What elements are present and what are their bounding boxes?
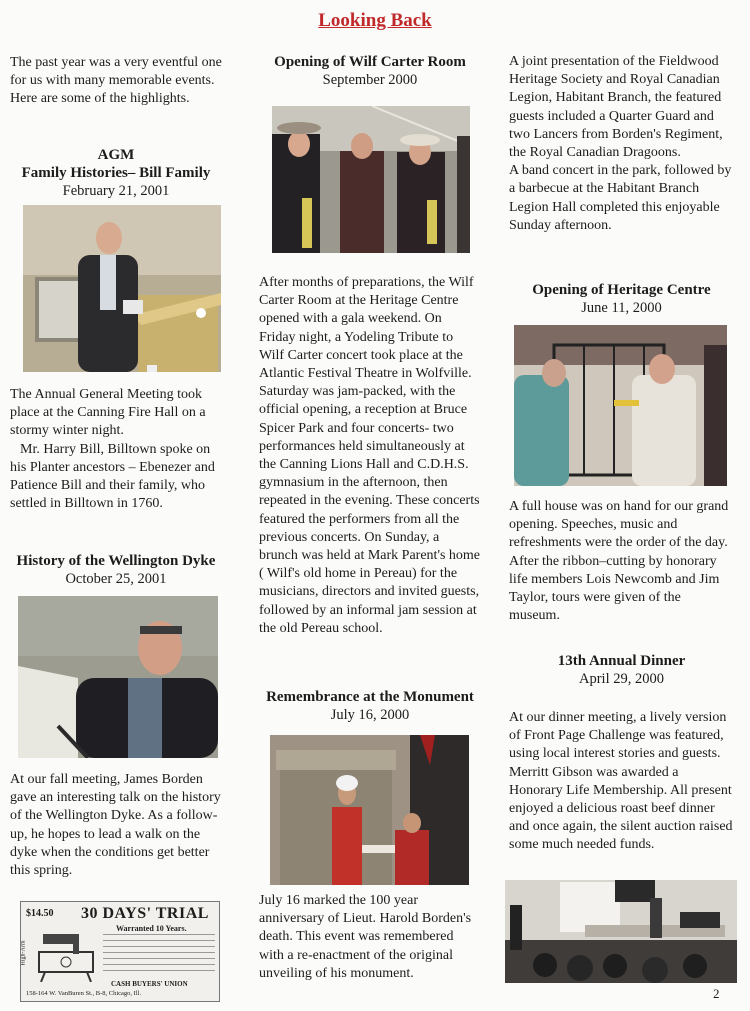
- ad-warranty: Warranted 10 Years.: [116, 924, 187, 933]
- heritage-body: [509, 498, 734, 625]
- agm-heading: AGM: [97, 147, 135, 163]
- joint-presentation-text: A joint presentation of the Fieldwood Heritage Society and Royal Canadian Legion, Habitant Branch, the featured guests included a Quarter Guard and two Lancers from Borden's Regiment, the Royal Canadian Dragoons.: [509, 54, 723, 161]
- dyke-photo: [18, 596, 218, 758]
- sewing-machine-icon: [33, 922, 99, 982]
- dinner-body: [509, 709, 734, 855]
- dyke-date: October 25, 2001: [65, 571, 167, 587]
- remembrance-paragraph: July 16 marked the 100 year anniversary of Lieut. Harold Borden's death. This event was remembered with a re-enactment of the original unveiling of his monument.: [259, 893, 472, 981]
- agm-heading-block: [10, 146, 222, 200]
- wilf-heading: Opening of Wilf Carter Room: [274, 54, 466, 70]
- agm-date: February 21, 2001: [62, 183, 170, 199]
- ad-address: 158-164 W. VanBuren St., B-8, Chicago, Ill.: [26, 990, 142, 997]
- ad-side-label: High-Arm: [20, 940, 27, 966]
- ad-headline: 30 DAYS' TRIAL: [81, 905, 209, 922]
- dyke-paragraph: At our fall meeting, James Borden gave an interesting talk on the history of the Wellington Dyke. As a follow-up, he hopes to lead a walk on the dyke when the conditions get better this spring.: [10, 772, 221, 879]
- band-concert-text: A band concert in the park, followed by a barbecue at the Habitant Branch Legion Hall completed this enjoyable Sunday afternoon.: [509, 163, 732, 233]
- intro-text: The past year was a very eventful one for us with many memorable events. Here are some of the highlights.: [10, 55, 222, 107]
- heritage-paragraph: A full house was on hand for our grand opening. Speeches, music and refreshments were the order of the day. After the ribbon–cutting by honorary life members Lois Newcomb and Jim Taylor, tours were given of the museum.: [509, 499, 729, 624]
- agm-paragraph-1: The Annual General Meeting took place at the Canning Fire Hall on a stormy winter night.: [10, 387, 206, 439]
- wilf-heading-block: [259, 53, 481, 89]
- heritage-heading-block: [509, 281, 734, 317]
- dyke-body: [10, 771, 222, 880]
- dinner-date: April 29, 2000: [579, 671, 664, 687]
- column-3-intro: [509, 53, 734, 235]
- wilf-paragraph: After months of preparations, the Wilf Carter Room at the Heritage Centre opened with a gala weekend. On Friday night, a Yodeling Tribute to Wilf Carter concert took place at the Atlantic Festival Theatre in Wolfville. Saturday was jam-packed, with the official opening, a reception at Bruce Spicer Park and four concerts- two performances held simultaneously at the Canning Lions Hall and C.D.H.S. gymnasium in the afternoon, then repeated in the evening. These concerts featured the performers from all the previous concerts. On Sunday, a brunch was held at Mark Parent's home ( Wilf's old home in Pereau) for the musicians, directors and invited guests, followed by an informal jam session at the old Pereau school.: [259, 275, 481, 636]
- agm-body: [10, 386, 222, 513]
- remembrance-body: [259, 892, 481, 983]
- column-1: [10, 54, 222, 109]
- dinner-photo: [505, 880, 737, 983]
- heritage-heading: Opening of Heritage Centre: [532, 282, 711, 298]
- ad-company: CASH BUYERS' UNION: [111, 980, 188, 988]
- wilf-body: [259, 274, 481, 638]
- wilf-carter-photo: [272, 106, 470, 253]
- remembrance-photo: [270, 735, 469, 885]
- wilf-date: September 2000: [322, 72, 418, 88]
- ad-price: $14.50: [26, 908, 54, 919]
- agm-paragraph-2: Mr. Harry Bill, Billtown spoke on his Planter ancestors – Ebenezer and Patience Bill and their family, who settled in Billtown in 1760.: [10, 441, 215, 512]
- remembrance-heading: Remembrance at the Monument: [266, 689, 474, 705]
- dinner-paragraph: At our dinner meeting, a lively version of Front Page Challenge was featured, using local interest stories and guests. Merritt Gibson was awarded a Honorary Life Membership. All present enjoyed a delicious roast beef dinner and once again, the silent auction raised some much needed funds.: [509, 710, 733, 853]
- remembrance-heading-block: [259, 688, 481, 724]
- agm-subheading: Family Histories– Bill Family: [21, 165, 211, 181]
- heritage-photo: [514, 325, 727, 486]
- ad-fine-print: [103, 934, 215, 978]
- remembrance-date: July 16, 2000: [330, 707, 410, 723]
- vintage-advertisement: [20, 901, 220, 1002]
- page-title: Looking Back: [318, 10, 432, 31]
- page-number: 2: [713, 986, 720, 1001]
- agm-photo: [23, 205, 221, 372]
- heritage-date: June 11, 2000: [581, 300, 662, 316]
- dinner-heading: 13th Annual Dinner: [557, 653, 686, 669]
- dyke-heading-block: [10, 552, 222, 588]
- dyke-heading: History of the Wellington Dyke: [16, 553, 216, 569]
- dinner-heading-block: [509, 652, 734, 688]
